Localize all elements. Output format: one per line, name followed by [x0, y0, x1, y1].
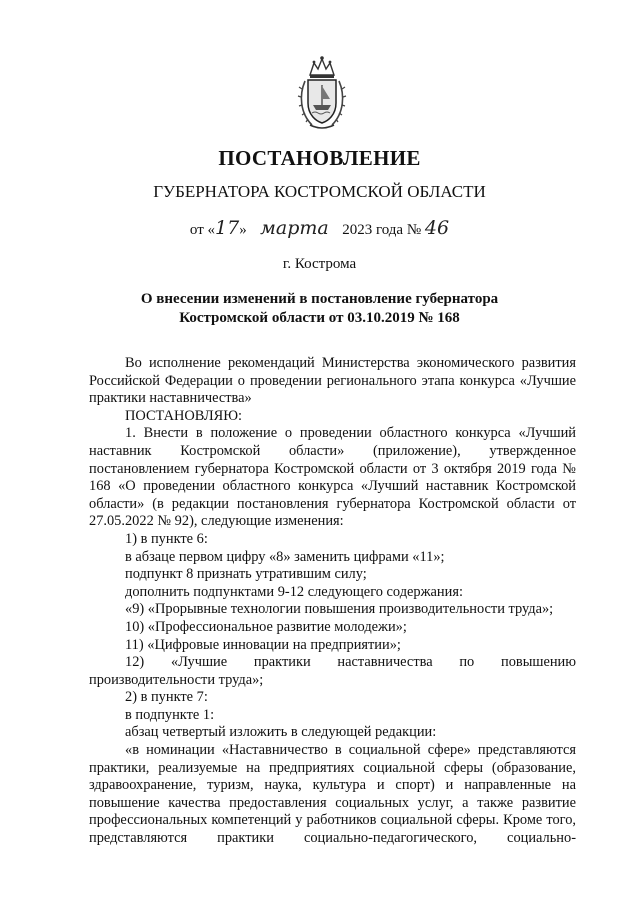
body-paragraph: 2) в пункте 7: [125, 689, 208, 706]
body-paragraph: 11) «Цифровые инновации на предприятии»; [125, 636, 401, 653]
decree-word: ПОСТАНОВЛЯЮ: [125, 407, 243, 424]
body-paragraph: Во исполнение рекомендаций Министерства экономического развития Российской Федерации о проведении регионального этапа конкурса «Лучшие практики наставничества» [89, 355, 576, 407]
document-body [89, 355, 576, 848]
document-heading [0, 290, 639, 328]
coat-of-arms-emblem-icon [296, 55, 348, 133]
body-paragraph: дополнить подпунктами 9-12 следующего содержания: [125, 583, 463, 600]
document-date-line [0, 217, 639, 239]
date-close-quote: » [239, 222, 247, 238]
body-paragraph: абзац четвертый изложить в следующей редакции: [125, 724, 437, 741]
date-month-handwritten: марта [260, 217, 329, 239]
date-year-text: 2023 года № [342, 222, 422, 238]
document-city: г. Кострома [282, 256, 357, 272]
body-paragraph: в абзаце первом цифру «8» заменить цифрами «11»; [125, 548, 445, 565]
body-paragraph: 1. Внести в положение о проведении областного конкурса «Лучший наставник Костромской области» (приложение), утвержденное постановлением губернатора Костромской области от 3 октября 2019 года № 168 «О проведении областного конкурса «Лучший наставник Костромской области» (в редакции постановления губернатора Костромской области от 27.05.2022 № 92), следующие изменения: [89, 425, 576, 530]
body-paragraph: 10) «Профессиональное развитие молодежи»; [125, 618, 407, 635]
body-paragraph: «в номинации «Наставничество в социальной сфере» представляются практики, реализуемые на предприятиях социальной сферы (образование, здравоохранение, туризм, наука, культура и спорт) и направленные на повышение качества предоставления социальных услуг, а также развитие профессиональных компетенций у работников социальной сферы. Кроме того, представляются практики социально-педагогического, социально- [89, 742, 576, 847]
body-paragraph: 1) в пункте 6: [125, 530, 208, 547]
document-title: ПОСТАНОВЛЕНИЕ [218, 146, 421, 170]
heading-line: Костромской области от 03.10.2019 № 168 [179, 310, 460, 326]
body-paragraph: 12) «Лучшие практики наставничества по повышению производительности труда»; [89, 654, 576, 688]
heading-line: О внесении изменений в постановление губернатора [140, 291, 499, 307]
date-prefix: от « [189, 222, 216, 238]
body-paragraph: «9) «Прорывные технологии повышения производительности труда»; [125, 601, 554, 618]
date-day-handwritten: 17 [215, 217, 240, 239]
body-paragraph: в подпункте 1: [125, 706, 215, 723]
document-issuer: ГУБЕРНАТОРА КОСТРОМСКОЙ ОБЛАСТИ [153, 182, 486, 201]
body-paragraph: подпункт 8 признать утратившим силу; [125, 566, 367, 583]
document-number-handwritten: 46 [424, 217, 450, 239]
